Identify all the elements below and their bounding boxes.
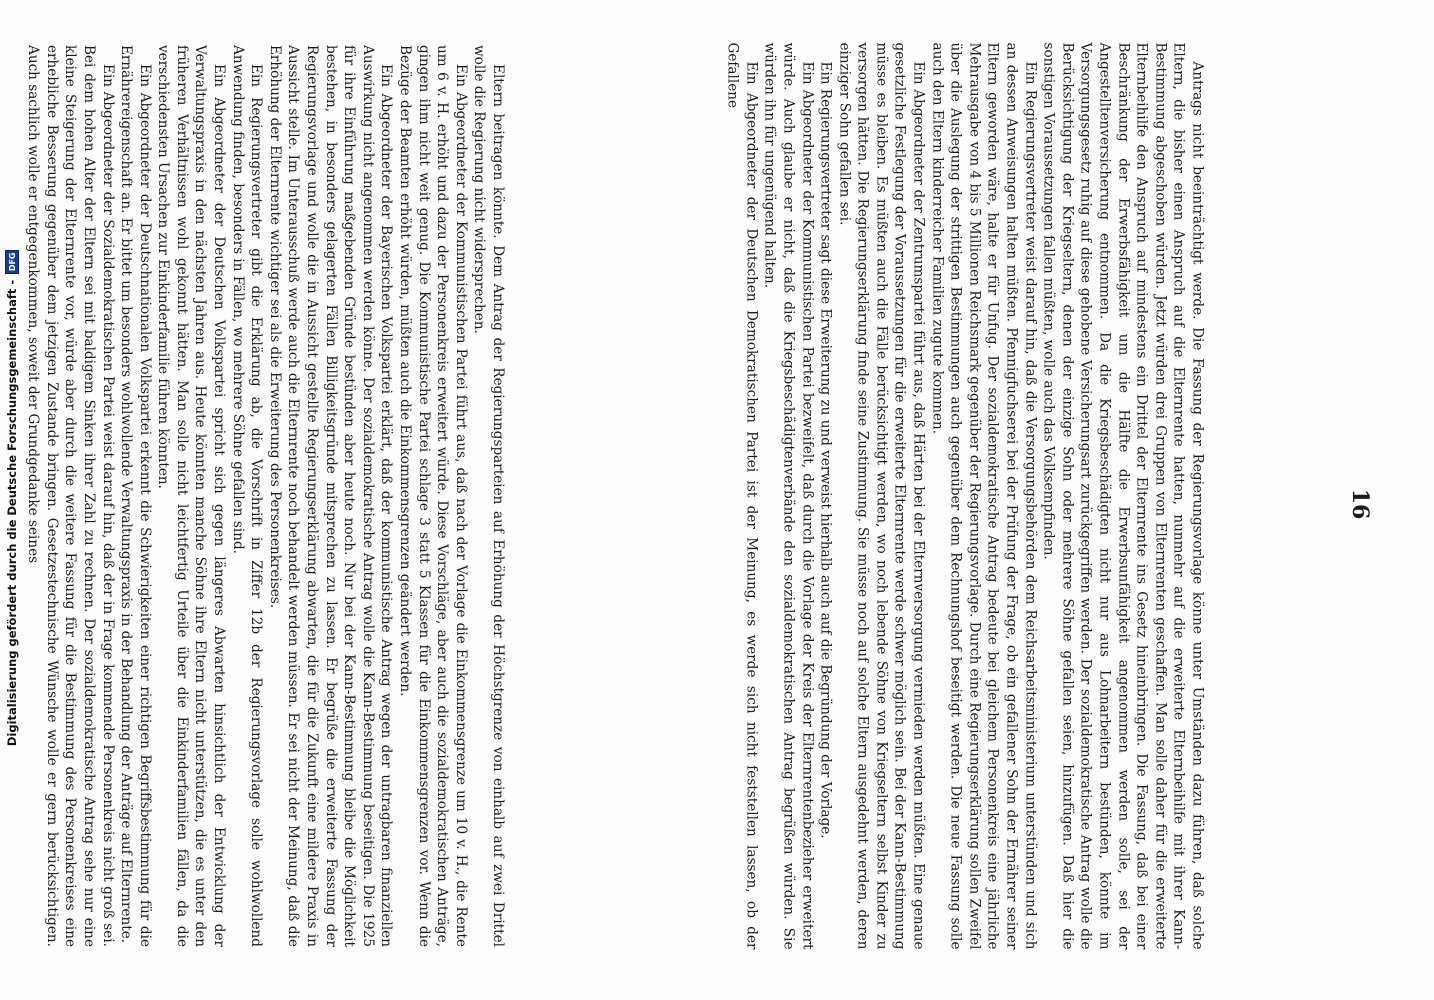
text-column-right [687,43,1207,950]
paragraph: Ein Abgeordneter der Kommunistischen Partei führt aus, daß nach der Vorlage die Einkommensgrenze um 10 v. H., die Rente um 6 v. H. erhöht und dazu der Personenkreis erweitert würde. Diese Vorschläge, aber auch die sozialdemokratischen Anträge, gingen ihm nicht weit genug. Die Kommunistische Partei schlage 3 statt 5 Klassen für die Einkommensgrenzen vor. Wenn die Bezüge der Beamten erhöht würden, müßten auch die Einkommensgrenzen geändert werden. [397,45,469,947]
page-number: 16 [1347,488,1373,520]
paragraph: Eltern beitragen könnte. Dem Antrag der Regierungsparteien auf Erhöhung der Höchstgrenze von einhalb auf zwei Drittel wolle die Regierung nicht widersprechen. [471,45,506,947]
paragraph: Ein Regierungsvertreter sagt diese Erweiterung zu und verweist hierhalb auch auf die Begründung der Vorlage. [817,61,834,839]
dfg-logo-icon: DFG [5,250,19,274]
paragraph: Ein Abgeordneter der Deutschen Demokratischen Partei ist der Meinung, es werde sich nicht feststellen lassen, ob der Gefallene [724,42,760,950]
paragraph: Ein Regierungsvertreter gibt die Erklärung ab, die Vorschrift in Ziffer 12b der Regierungsvorlage solle wohlwollend Anwendung finden, besonders in Fällen, wo mehrere Söhne gefallen sind. [229,45,265,947]
credit-text: Digitalisierung gefördert durch die Deutsche Forschungsgemeinschaft - [5,279,19,747]
paragraph: Ein Abgeordneter der Deutschen Volkspartei spricht sich gegen längeres Abwarten hinsichtlich der Entwicklung der Verwaltungspraxis in den nächsten Jahren aus. Heute könnten manche Söhne ihre Eltern nicht unterstützen, die es unter den früheren Verhältnissen wohl gekonnt hätten. Man solle nicht leichtfertig Urteile über die Einkinderfamilien fällen, da die verschiedensten Ursachen zur Einkinderfamilie führen könnten. [155,45,228,947]
paragraph: Ein Regierungsvertreter weist darauf hin, daß die Versorgungsbehörden dem Reichsarbeitsministerium unterstünden und sich an dessen Anweisungen halten müßten. Pfennigfuchserei bei der Prüfung der Frage, ob ein gefallener Sohn der Ernährer seiner Eltern geworden wäre, halte er für Unfug. Der sozialdemokratische Antrag bedeute bei gleichem Personenkreis eine jährliche Mehrausgabe von 4 bis 5 Millionen Reichsmark gegenüber der Regierungsvorlage. Durch eine Regierungserklärung sollen Zweifel über die Auslegung der strittigen Bestimmungen auch gegenüber dem Rechnungshof beseitigt werden. Die neue Fassung solle auch den Eltern kinderreicher Familien zugute kommen. [929,42,1039,950]
paragraph: Antrags nicht beeinträchtigt werde. Die Fassung der Regierungsvorlage könne unter Umständen dazu führen, daß solche Eltern, die bisher einen Anspruch auf die Elternrente hatten, nunmehr auf die erweiterte Elternbeihilfe mit ihrer Kann-Bestimmung abgeschoben würden. Jetzt würden drei Gruppen von Elternrenten geschaffen. Man solle daher für die erweiterte Elternbeihilfe den Anspruch auf mindestens ein Drittel der Elternrente ins Gesetz hineinbringen. Die Fassung, daß bei einer Beschränkung der Erwerbsfähigkeit um die Hälfte die Erwerbsunfähigkeit angenommen werden solle, sei der Angestelltenversicherung entnommen. Da die Kriegsbeschädigten nicht nur aus Lohnarbeitern bestünden, könnte im Versorgungsgesetz ruhig auf diese gehobene Versicherungsart zurückgegriffen werden. Der sozialdemokratische Antrag wolle die Berücksichtigung der Kriegseltern, denen der einzige Sohn oder mehrere Söhne gefallen seien, hinzufügen. Daß hier die sonstigen Voraussetzungen fallen müßten, wolle auch das Volksempfinden. [1040,42,1206,950]
paragraph: Ein Abgeordneter der Sozialdemokratischen Partei weist darauf hin, daß der in Frage kommende Personenkreis nicht groß sei. Bei dem hohen Alter der Eltern sei mit baldigem Sinken ihrer Zahl zu rechnen. Der sozialdemokratische Antrag sehe nur eine kleine Steigerung der Elternrente vor, würde aber durch die weitere Fassung für die Bestimmung des Personenkreises eine erhebliche Besserung gegenüber dem jetzigen Zustande bringen. Gesetzestechnische Wünsche wolle er gern berücksichtigen. Auch sachlich wolle er entgegenkommen, soweit der Grundgedanke seines [25,45,116,947]
paragraph: Ein Abgeordneter der Bayerischen Volkspartei erklärt, daß der kommunistische Antrag wegen der untragbaren finanziellen Auswirkung nicht angenommen werden könne. Der sozialdemokratische Antrag wolle die Kann-Bestimmung beseitigen. Die 1925 für ihre Einführung maßgebenden Gründe bestünden aber heute noch. Nur bei der Kann-Bestimmung bleibe die Möglichkeit bestehen, in besonders gelagerten Fällen Billigkeitsgründe mitsprechen zu lassen. Er begrüße die erweiterte Fassung der Regierungsvorlage und wolle die in Aussicht gestellte Regierungserklärung abwarten, die für die Zukunft eine mildere Praxis in Aussicht stelle. Im Unterausschuß werde auch die Elternrente noch behandelt werden müssen. Er sei nicht der Meinung, daß die Erhöhung der Elternrente wichtiger sei als die Erweiterung des Personenkreises. [266,45,395,947]
paragraph: Ein Abgeordneter der Zentrumspartei führt aus, daß Härten bei der Elternversorgung vermieden werden müßten. Eine genaue gesetzliche Festlegung der Voraussetzungen für die erweiterte Elternrente werde schwer möglich sein. Bei der Kann-Bestimmung müsse es bleiben. Es müßten auch die Fälle berücksichtigt werden, wo noch lebende Söhne von Kriegseltern selbst Kinder zu versorgen hätten. Die Regierungserklärung finde seine Zustimmung. Sie müsse noch auf solche Eltern ausgedehnt werden, deren einziger Sohn gefallen sei. [836,42,927,950]
paragraph: Ein Abgeordneter der Deutschnationalen Volkspartei erkennt die Schwierigkeiten einer richtigen Begriffsbestimmung für die Ernährereigenschaft an. Er bittet um besonders wohlwollende Verwaltungspraxis in der Behandlung der Anträge auf Elternrente. [118,45,153,947]
paragraph: Ein Abgeordneter der Kommunistischen Partei bezweifelt, daß durch die Vorlage der Kreis der Elternrentenbezieher erweitert würde. Auch glaube er nicht, daß die Kriegsbeschädigtenverbände den sozialdemokratischen Antrag begrüßen würden. Sie würden ihn für ungenügend halten. [761,42,816,950]
digitization-credit [2,8,22,988]
text-column-left [0,45,507,947]
